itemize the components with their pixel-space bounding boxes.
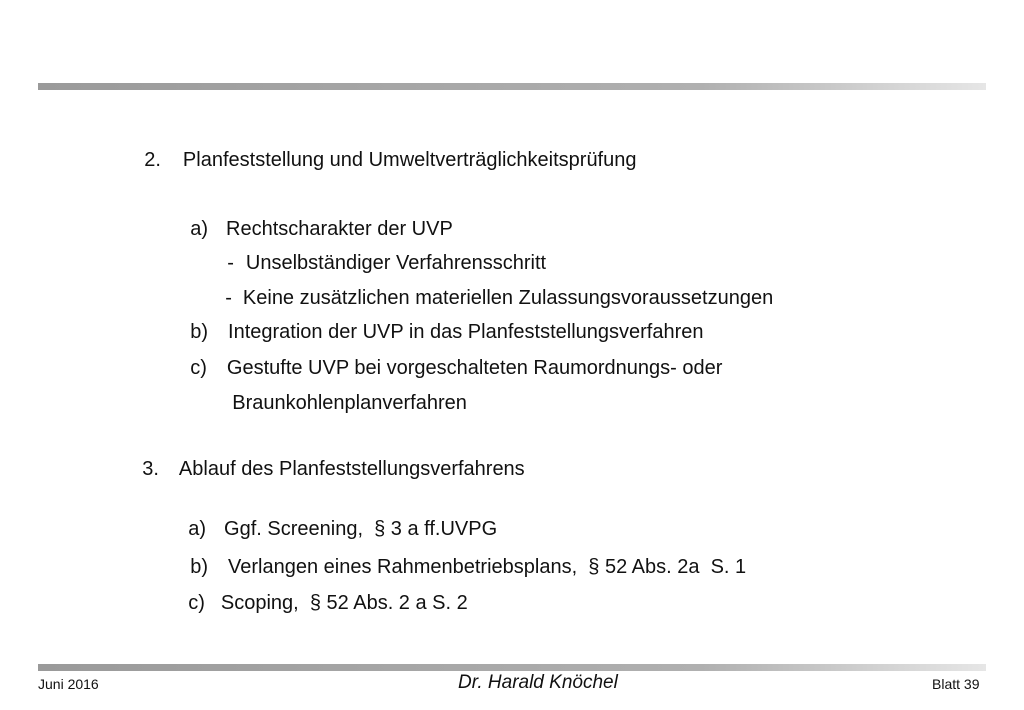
item-marker: a) <box>190 218 209 240</box>
item-marker: b) <box>190 556 209 578</box>
item-text: Verlangen eines Rahmenbetriebsplans, § 52 Abs. 2a S. 1 <box>228 556 747 578</box>
item-text: Scoping, § 52 Abs. 2 a S. 2 <box>220 592 468 614</box>
section-marker: 2. <box>144 149 161 171</box>
item-marker: c) <box>190 357 207 379</box>
section-marker: 3. <box>142 458 159 480</box>
item-text: Integration der UVP in das Planfeststellungsverfahren <box>228 321 704 343</box>
item-text: Gestufte UVP bei vorgeschalteten Raumordnungs- oder <box>226 357 723 379</box>
list-item <box>166 567 468 639</box>
bottom-divider <box>38 664 986 671</box>
section-title: Planfeststellung und Umweltverträglichkeitsprüfung <box>182 149 637 171</box>
item-text: Unselbständiger Verfahrensschritt <box>245 252 547 274</box>
item-marker: c) <box>188 592 205 614</box>
footer-author: Dr. Harald Knöchel <box>458 672 618 693</box>
item-marker: b) <box>190 321 209 343</box>
footer-page-number: Blatt 39 <box>932 676 980 692</box>
item-text: Keine zusätzlichen materiellen Zulassungsvoraussetzungen <box>242 287 774 309</box>
section-heading-2 <box>122 124 637 196</box>
top-divider <box>38 83 986 90</box>
list-item-continuation <box>210 367 467 439</box>
item-marker: - <box>225 287 232 309</box>
footer-date: Juni 2016 <box>38 676 99 692</box>
item-text: Ggf. Screening, § 3 a ff.UVPG <box>224 518 498 540</box>
item-marker: a) <box>188 518 207 540</box>
item-text: Braunkohlenplanverfahren <box>232 392 467 414</box>
section-title: Ablauf des Planfeststellungsverfahrens <box>178 458 525 480</box>
item-text: Rechtscharakter der UVP <box>226 218 453 240</box>
item-marker: - <box>227 252 234 274</box>
